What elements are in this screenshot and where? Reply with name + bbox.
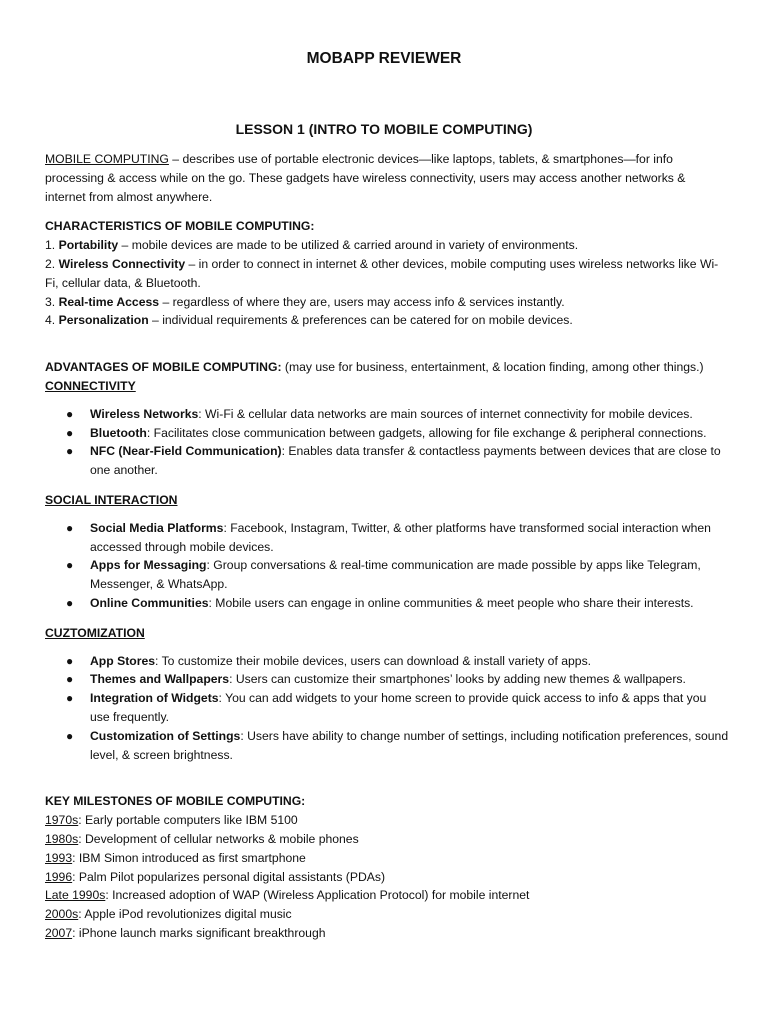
item-number: 3. <box>45 294 59 309</box>
connectivity-list <box>45 405 729 480</box>
bullet-icon: ● <box>66 595 74 610</box>
milestone-item <box>45 868 729 887</box>
item-text: : To customize their mobile devices, users can download & install variety of apps. <box>155 653 592 668</box>
milestone-item <box>45 811 729 830</box>
milestone-item <box>45 830 729 849</box>
milestone-text: : IBM Simon introduced as first smartphone <box>72 850 306 865</box>
list-item <box>45 594 729 613</box>
item-text: : Mobile users can engage in online communities & meet people who share their interests. <box>208 595 694 610</box>
bullet-icon: ● <box>66 444 74 459</box>
item-text: – mobile devices are made to be utilized & carried around in variety of environments. <box>118 238 579 253</box>
definition-paragraph <box>45 150 729 206</box>
item-term: Social Media Platforms <box>90 520 224 535</box>
bullet-icon: ● <box>66 728 74 743</box>
milestone-item <box>45 924 729 943</box>
advantages-note: (may use for business, entertainment, & location finding, among other things.) <box>281 360 704 375</box>
page-title: MOBAPP REVIEWER <box>306 50 462 67</box>
advantages-heading: ADVANTAGES OF MOBILE COMPUTING: <box>45 360 282 375</box>
milestone-text: : iPhone launch marks significant breakthrough <box>72 925 326 940</box>
item-term: Customization of Settings <box>90 728 241 743</box>
item-term: App Stores <box>90 653 156 668</box>
lesson-title: LESSON 1 (INTRO TO MOBILE COMPUTING) <box>235 121 533 137</box>
customization-list <box>45 652 729 765</box>
item-term: Apps for Messaging <box>90 558 207 573</box>
milestone-text: : Palm Pilot popularizes personal digital assistants (PDAs) <box>72 869 386 884</box>
list-item <box>45 424 729 443</box>
item-text: : Enables data transfer & contactless payments between devices that are close to one another. <box>90 444 721 478</box>
bullet-icon: ● <box>66 672 74 687</box>
item-text: : Group conversations & real-time communication are made possible by apps like Telegram, Messenger, & WhatsApp. <box>90 558 701 592</box>
item-term: NFC (Near-Field Communication) <box>90 444 282 459</box>
item-term: Integration of Widgets <box>90 691 219 706</box>
item-text: : Facebook, Instagram, Twitter, & other platforms have transformed social interaction when accessed through mobile devices. <box>90 520 711 554</box>
characteristic-item <box>45 236 729 255</box>
definition-term: MOBILE COMPUTING <box>45 152 169 166</box>
item-term: Themes and Wallpapers <box>90 672 230 687</box>
milestone-year: 2007 <box>45 925 73 940</box>
list-item <box>45 727 729 765</box>
advantages-section <box>45 358 729 764</box>
characteristics-section <box>45 217 729 330</box>
characteristic-item <box>45 255 729 293</box>
item-text: : Facilitates close communication between gadgets, allowing for file exchange & peripheral connections. <box>146 425 707 440</box>
milestone-year: 1980s <box>45 831 79 846</box>
bullet-icon: ● <box>66 558 74 573</box>
list-item <box>45 670 729 689</box>
item-term: Personalization <box>58 313 149 328</box>
item-text: : Users can customize their smartphones’ looks by adding new themes & wallpapers. <box>229 672 686 687</box>
characteristic-item <box>45 311 729 330</box>
bullet-icon: ● <box>66 520 74 535</box>
item-term: Bluetooth <box>90 425 147 440</box>
milestones-section <box>45 792 729 942</box>
item-text: : Users have ability to change number of settings, including notification preferences, sound level, & screen brightness. <box>90 728 729 762</box>
item-text: : You can add widgets to your home screen to provide quick access to info & apps that you use frequently. <box>90 691 707 724</box>
characteristics-heading: CHARACTERISTICS OF MOBILE COMPUTING: <box>45 219 315 234</box>
definition-text: – describes use of portable electronic devices—like laptops, tablets, & smartphones—for info processing & access while on the go. These gadgets have wireless connectivity, users may access another networks & internet from almost anywhere. <box>45 152 686 204</box>
item-text: – regardless of where they are, users may access info & services instantly. <box>159 294 565 309</box>
bullet-icon: ● <box>66 691 74 706</box>
item-text: : Wi-Fi & cellular data networks are main sources of internet connectivity for mobile devices. <box>198 406 693 421</box>
item-term: Online Communities <box>90 595 209 610</box>
list-item <box>45 405 729 424</box>
item-term: Wireless Networks <box>90 406 199 421</box>
list-item <box>45 442 729 480</box>
list-item <box>45 689 729 727</box>
item-term: Wireless Connectivity <box>58 256 186 271</box>
subsection-heading-connectivity: CONNECTIVITY <box>45 378 136 393</box>
milestone-year: Late 1990s <box>45 888 106 903</box>
social-interaction-list <box>45 519 729 613</box>
item-text: – individual requirements & preferences can be catered for on mobile devices. <box>148 313 573 328</box>
milestone-item <box>45 886 729 905</box>
subsection-heading-customization: CUZTOMIZATION <box>45 625 145 640</box>
milestone-item <box>45 849 729 868</box>
milestone-year: 1996 <box>45 869 73 884</box>
characteristic-item <box>45 293 729 312</box>
list-item <box>45 556 729 594</box>
milestone-text: : Increased adoption of WAP (Wireless Application Protocol) for mobile internet <box>105 888 530 903</box>
milestone-text: : Early portable computers like IBM 5100 <box>78 813 298 828</box>
item-number: 2. <box>45 256 59 271</box>
milestone-item <box>45 905 729 924</box>
item-number: 1. <box>45 238 59 253</box>
milestone-year: 2000s <box>45 907 79 922</box>
milestones-heading: KEY MILESTONES OF MOBILE COMPUTING: <box>45 794 306 809</box>
bullet-icon: ● <box>66 653 74 668</box>
bullet-icon: ● <box>66 425 74 440</box>
list-item <box>45 519 729 557</box>
milestone-text: : Development of cellular networks & mobile phones <box>78 831 359 846</box>
milestone-text: : Apple iPod revolutionizes digital music <box>78 907 292 922</box>
milestone-year: 1993 <box>45 850 73 865</box>
bullet-icon: ● <box>66 406 74 421</box>
subsection-heading-social-interaction: SOCIAL INTERACTION <box>45 492 178 507</box>
item-number: 4. <box>45 313 59 328</box>
document-body <box>45 150 729 943</box>
milestone-year: 1970s <box>45 813 79 828</box>
item-term: Portability <box>58 238 119 253</box>
item-term: Real-time Access <box>58 294 160 309</box>
item-text: – in order to connect in internet & other devices, mobile computing uses wireless networks like Wi-Fi, cellular data, & Bluetooth. <box>45 256 719 290</box>
list-item <box>45 652 729 671</box>
